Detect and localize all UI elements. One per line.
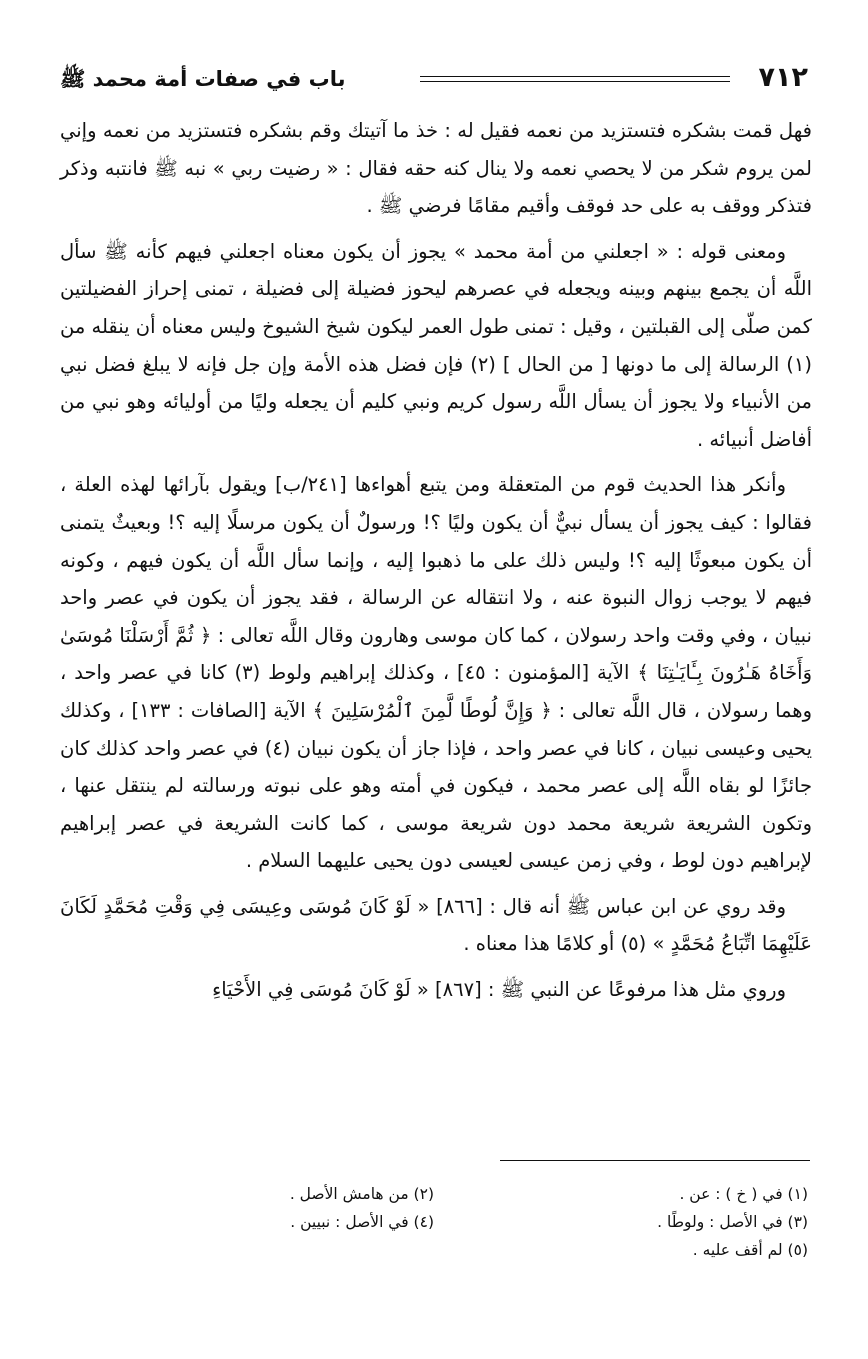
footnote-separator: [500, 1160, 810, 1161]
footnotes: [60, 1180, 808, 1264]
paragraph-5: وروي مثل هذا مرفوعًا عن النبي ﷺ : [٨٦٧] « لَوْ كَانَ مُوسَى فِي الأَحْيَاءِ: [212, 978, 786, 1002]
body-text: [60, 112, 812, 1017]
paragraph-1: فهل قمت بشكره فتستزيد من نعمه فقيل له : خذ ما آتيتك وقم بشكره فتستزيد من نعمه وإني لمن يروم شكر من لا يحصي نعمه ولا ينال كنه حقه فقال : « رضيت ربي » نبه ﷺ فانتبه وذكر فتذكر ووقف به على حد فوقف وأقيم مقامًا فرضي ﷺ .: [60, 119, 812, 218]
footnote-4: (٤) في الأصل : نبيين .: [290, 1213, 434, 1231]
chapter-title: باب في صفات أمة محمد ﷺ: [60, 67, 346, 91]
paragraph-4: وقد روي عن ابن عباس ﷺ أنه قال : [٨٦٦] « لَوْ كَانَ مُوسَى وعِيسَى فِي وَقْتِ مُحَمَّدٍ لَكَانَ عَلَيْهِمَا اتِّبَاعُ مُحَمَّدٍ » (٥) أو كلامًا هذا معناه .: [60, 894, 812, 956]
page-header: [60, 62, 808, 102]
footnote-3: (٣) في الأصل : ولوطًا .: [657, 1213, 808, 1231]
paragraph-2: ومعنى قوله : « اجعلني من أمة محمد » يجوز أن يكون معناه اجعلني فيهم كأنه ﷺ سأل اللَّه أن يجمع بينهم وبينه ويجعله في عصرهم ليحوز فضيلة إلى فضيلة ، تمنى إحراز الفضيلتين كمن صلّى إلى القبلتين ، وقيل : تمنى طول العمر ليكون شيخ الشيوخ وليس معناه أن ينقله من (١) الرسالة إلى ما دونها [ من الحال ] (٢) فإن فضل هذه الأمة وإن جل فإنه لا يبلغ فضل نبي من الأنبياء ولا يجوز أن يسأل اللَّه رسول كريم ونبي كليم أن يجعله وليًا من أوليائه وهو نبي من أفاضل أنبيائه .: [60, 239, 812, 451]
paragraph-3: وأنكر هذا الحديث قوم من المتعقلة ومن يتبع أهواءها [٢٤١/ب] ويقول بآرائها لهذه العلة ، فقالوا : كيف يجوز أن يسأل نبيٌّ أن يكون وليًا ؟! ورسولٌ أن يكون مرسلًا إليه ؟! وبعيثٌ يتمنى أن يكون مبعوثًا إليه ؟! وليس ذلك على ما ذهبوا إليه ، وإنما سأل اللَّه أن يكون فيهم ، وكونه فيهم لا يوجب زوال النبوة عنه ، ولا انتقاله عن الرسالة ، فقد يجوز أن يكون في عصر واحد نبيان ، وفي وقت واحد رسولان ، كما كان موسى وهارون وقال اللَّه تعالى : ﴿ ثُمَّ أَرْسَلْنَا مُوسَىٰ وَأَخَاهُ هَـٰرُونَ بِـَٔايَـٰتِنَا ﴾ الآية [المؤمنون : ٤٥] ، وكذلك إبراهيم ولوط (٣) كانا في عصر واحد ، وهما رسولان ، قال اللَّه تعالى : ﴿ وَإِنَّ لُوطًا لَّمِنَ ٱلْمُرْسَلِينَ ﴾ الآية [الصافات : ١٣٣] ، وكذلك يحيى وعيسى نبيان ، كانا في عصر واحد ، فإذا جاز أن يكون نبيان (٤) في عصر واحد كذلك كان جائزًا لو بقاه اللَّه إلى عصر محمد ، فيكون في أمته وهو على نبوته ورسالته لم ينتقل عنها ، وتكون الشريعة شريعة محمد دون شريعة موسى ، كما كانت الشريعة في عصر إبراهيم لإبراهيم دون لوط ، وفي زمن عيسى لعيسى دون يحيى عليهما السلام .: [60, 473, 812, 873]
page-number: ٧١٢: [758, 62, 808, 93]
footnote-1: (١) في ( خ ) : عن .: [679, 1185, 808, 1203]
header-double-rule: [420, 76, 730, 86]
footnote-2: (٢) من هامش الأصل .: [289, 1185, 434, 1203]
footnote-5: (٥) لم أقف عليه .: [692, 1241, 808, 1259]
